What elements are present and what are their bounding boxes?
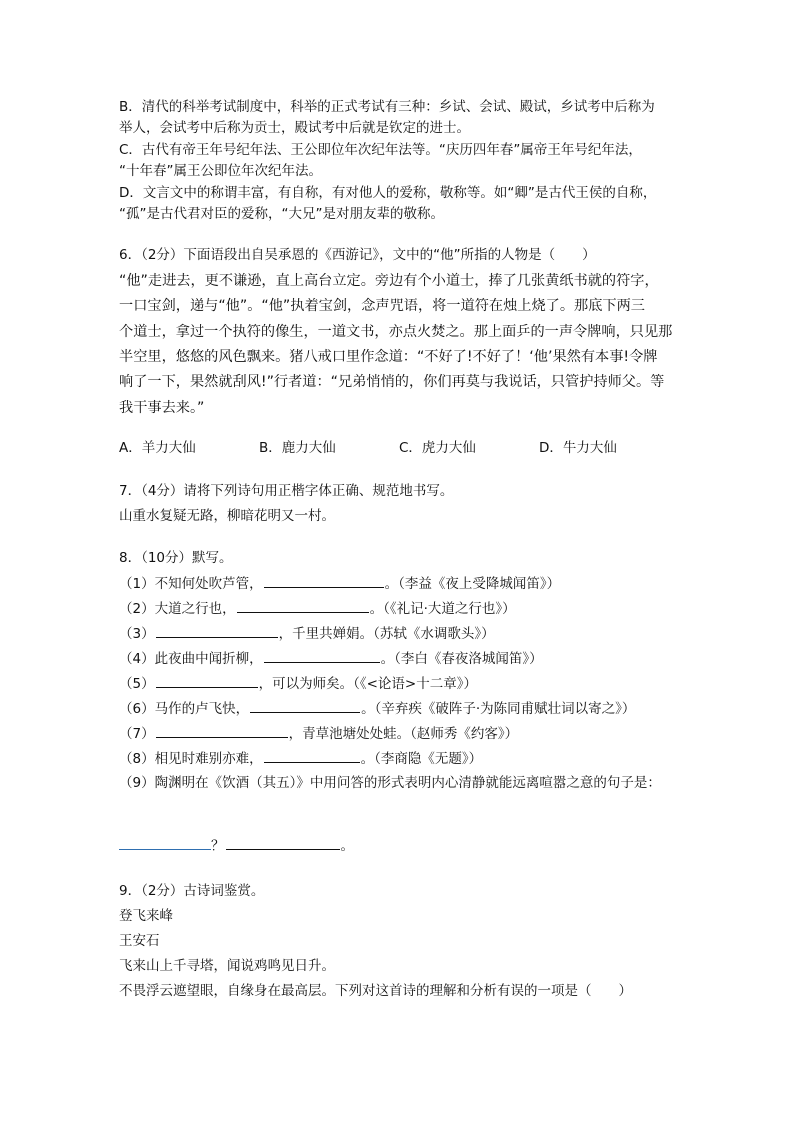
q8-item-suffix: 。（辛弃疾《破阵子·为陈同甫赋壮词以寄之》）: [361, 701, 636, 717]
q6-choice-a[interactable]: A．羊力大仙: [119, 440, 196, 456]
q8-item-prefix: （2）大道之行也，: [119, 601, 236, 617]
poem-line-1: 飞来山上千寻塔，闻说鸡鸣见日升。: [119, 958, 335, 974]
poem-title: 登飞来峰: [119, 908, 173, 924]
q8-item-2: [119, 598, 516, 619]
q7-stem: 7．（4分）请将下列诗句用正楷字体正确、规范地书写。: [119, 483, 454, 499]
q8-item-6: [119, 698, 635, 719]
q8-item-prefix: （1）不知何处吹芦管，: [119, 576, 263, 592]
q7-verse: 山重水复疑无路，柳暗花明又一村。: [119, 508, 335, 524]
q9-stem: 9．（2分）古诗词鉴赏。: [119, 883, 265, 899]
q6-stem: 6．（2分）下面语段出自吴承恩的《西游记》，文中的“他”所指的人物是（ ）: [119, 247, 596, 263]
q8-item-9: （9）陶渊明在《饮酒（其五）》中用问答的形式表明内心清静就能远离喧嚣之意的句子是：: [119, 775, 661, 791]
q6-passage-line: 个道士，拿过一个执符的像生，一道文书，亦点火焚之。那上面乒的一声令牌响，只见那: [119, 324, 673, 340]
q8-item-9-answer: [119, 835, 354, 856]
q8-stem: 8．（10分）默写。: [119, 550, 233, 566]
poem-line-2: 不畏浮云遮望眼，自缘身在最高层。下列对这首诗的理解和分析有误的一项是（ ）: [119, 983, 632, 999]
q6-choice-d[interactable]: D．牛力大仙: [539, 440, 617, 456]
q8-item-prefix: （8）相见时难别亦难，: [119, 751, 263, 767]
q5-option-c-line2: “十年春”属王公即位年次纪年法。: [119, 163, 322, 179]
fill-blank[interactable]: [226, 835, 340, 850]
q8-item-1: [119, 573, 560, 594]
q5-option-d-line2: “孤”是古代君对臣的爱称，“大兄”是对朋友辈的敬称。: [119, 206, 444, 222]
q8-item-3: [119, 623, 495, 644]
fill-blank[interactable]: [264, 748, 360, 763]
q6-passage-line: 一口宝剑，递与“他”。“他”执着宝剑，念声咒语，将一道符在烛上烧了。那底下两三: [119, 298, 645, 314]
q8-item-suffix: 。（李商隐《无题》）: [360, 751, 483, 767]
fill-blank[interactable]: [156, 723, 288, 738]
q8-item-5: [119, 673, 477, 694]
fill-blank[interactable]: [156, 623, 278, 638]
q8-item-suffix: 。（李白《春夜洛城闻笛》）: [380, 651, 543, 667]
q6-passage-line: “他”走进去，更不谦逊，直上高台立定。旁边有个小道士，捧了几张黄纸书就的符字，: [119, 273, 659, 289]
period: 。: [340, 838, 354, 854]
q8-item-prefix: （5）: [119, 676, 155, 692]
q8-item-suffix: ，青草池塘处处蛙。（赵师秀《约客》）: [288, 726, 519, 742]
q8-item-prefix: （3）: [119, 626, 155, 642]
q6-choice-c[interactable]: C．虎力大仙: [399, 440, 476, 456]
question-mark: ？: [211, 838, 225, 854]
q6-passage-line: 我干事去来。”: [119, 400, 205, 416]
q8-item-suffix: ，可以为师矣。（《<论语>十二章》）: [258, 676, 477, 692]
q8-item-suffix: ，千里共婵娟。（苏轼《水调歌头》）: [278, 626, 495, 642]
q5-option-d-line1: D．文言文中的称谓丰富，有自称，有对他人的爱称，敬称等。如“卿”是古代王侯的自称，: [119, 185, 657, 201]
q6-choice-b[interactable]: B．鹿力大仙: [259, 440, 336, 456]
q8-item-prefix: （6）马作的卢飞快，: [119, 701, 250, 717]
q8-item-7: [119, 723, 518, 744]
q8-item-8: [119, 748, 482, 769]
q8-item-prefix: （7）: [119, 726, 155, 742]
q8-item-prefix: （4）此夜曲中闻折柳，: [119, 651, 263, 667]
q8-item-suffix: 。（李益《夜上受降城闻笛》）: [384, 576, 561, 592]
q5-option-b-line1: B．清代的科举考试制度中，科举的正式考试有三种：乡试、会试、殿试，乡试考中后称为: [119, 99, 655, 115]
fill-blank[interactable]: [264, 573, 384, 588]
q8-item-4: [119, 648, 543, 669]
poem-author: 王安石: [119, 933, 160, 949]
fill-blank[interactable]: [250, 698, 360, 713]
fill-blank[interactable]: [237, 598, 369, 613]
q6-passage-line: 半空里，悠悠的风色飘来。猪八戒口里作念道：“不好了!不好了！‘他’果然有本事!令牌: [119, 349, 658, 365]
fill-blank[interactable]: [156, 673, 258, 688]
q8-item-suffix: 。（《礼记·大道之行也》）: [369, 601, 516, 617]
q5-option-c-line1: C．古代有帝王年号纪年法、王公即位年次纪年法等。“庆历四年春”属帝王年号纪年法，: [119, 142, 642, 158]
q6-passage-line: 响了一下，果然就刮风!”行者道：“兄弟悄悄的，你们再莫与我说话，只管护持师父。等: [119, 374, 665, 390]
fill-blank[interactable]: [119, 835, 211, 850]
q5-option-b-line2: 举人，会试考中后称为贡士，殿试考中后就是钦定的进士。: [119, 120, 470, 136]
fill-blank[interactable]: [264, 648, 380, 663]
